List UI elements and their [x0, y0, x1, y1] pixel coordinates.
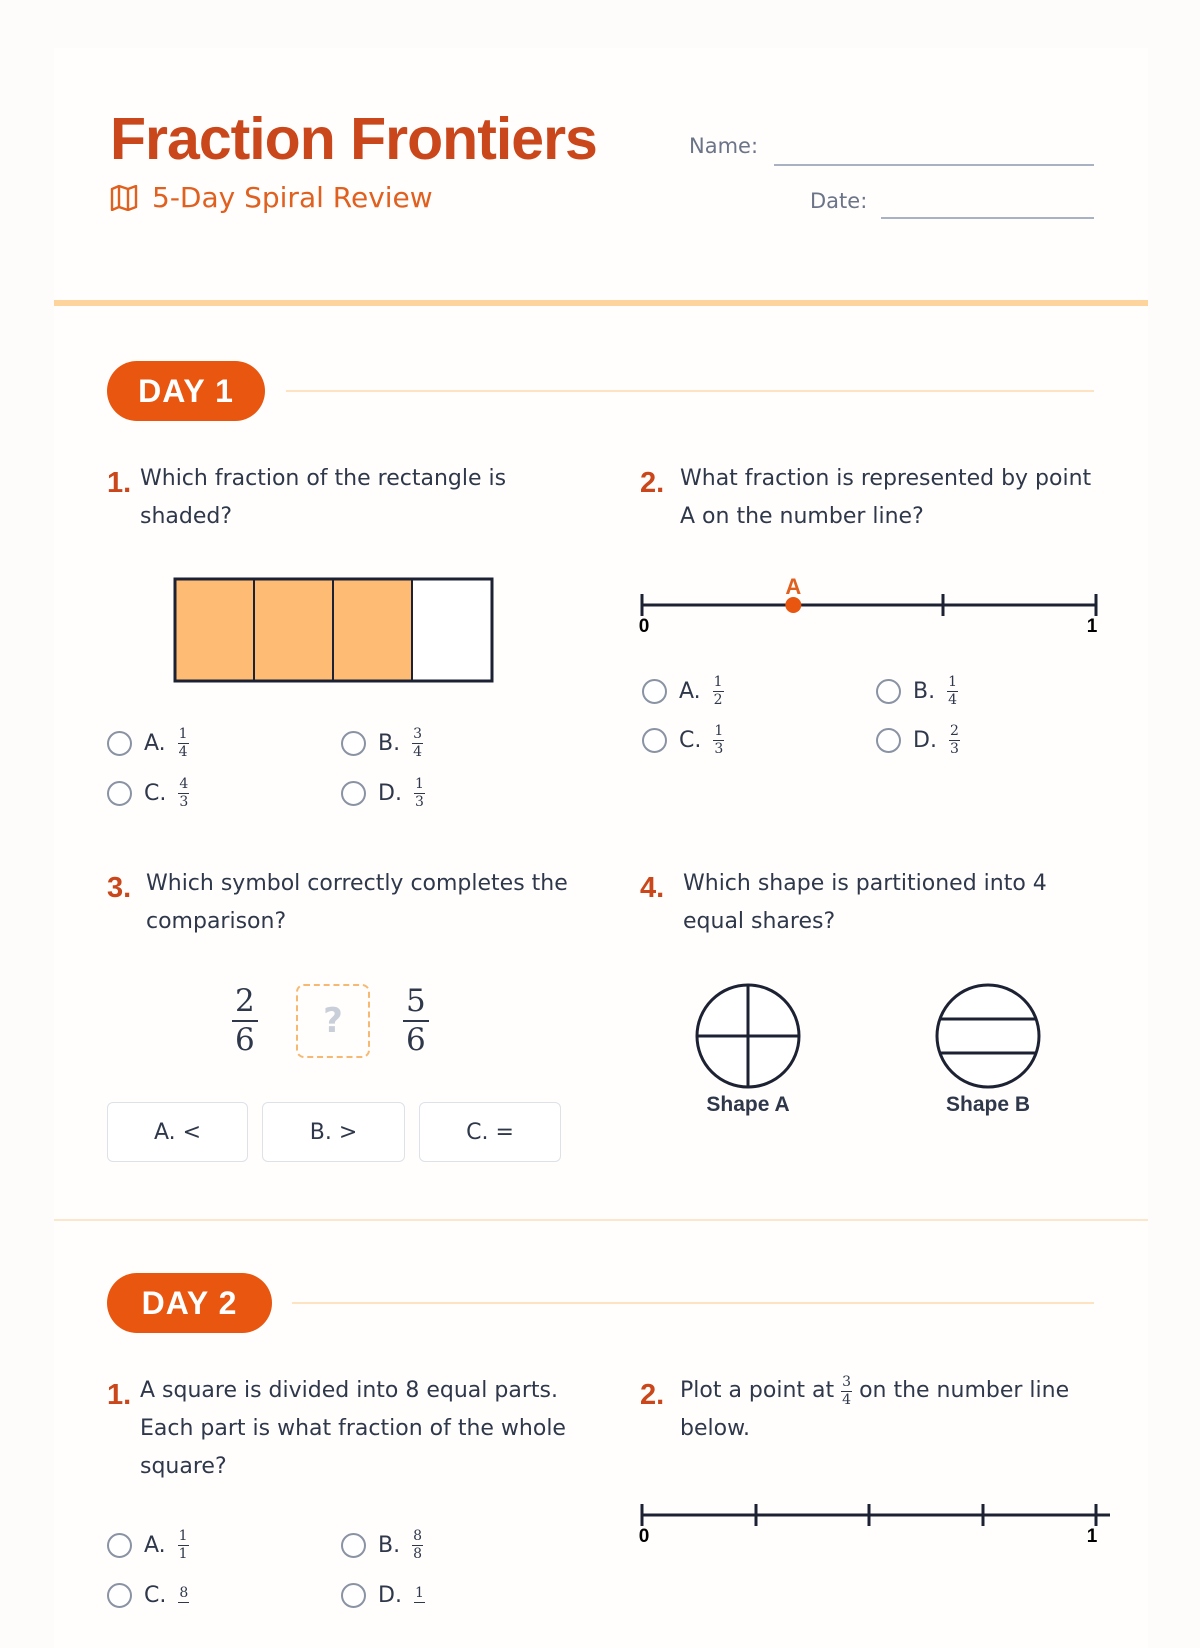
subtitle-text: 5-Day Spiral Review	[152, 181, 433, 214]
day2-q1-option-b[interactable]: B. $\frac{8}{8}$	[341, 1525, 423, 1565]
point-a	[785, 597, 801, 613]
fraction: $\frac{1}{4}$	[948, 673, 958, 708]
radio-button[interactable]	[107, 1533, 132, 1558]
rect-part-2	[254, 579, 333, 681]
day2-q1-option-d[interactable]: D. 1	[341, 1575, 425, 1615]
fraction: $\frac{3}{4}$	[413, 725, 423, 760]
day1-q1-option-a[interactable]: A. $\frac{1}{4}$	[107, 723, 189, 763]
date-label: Date:	[810, 189, 868, 213]
radio-button[interactable]	[876, 679, 901, 704]
name-label: Name:	[689, 134, 759, 158]
comparison-left-fraction: 2 6	[232, 984, 258, 1058]
fraction: $\frac{8}{8}$	[413, 1527, 423, 1562]
fraction: $\frac{1}{3}$	[414, 775, 424, 810]
symbol-option-greater-than[interactable]: B. >	[262, 1102, 405, 1162]
radio-button[interactable]	[642, 728, 667, 753]
day1-q1-number: 1.	[107, 467, 132, 499]
fraction: $\frac{1}{1}$	[178, 1527, 188, 1562]
day1-q2-option-b[interactable]: B. $\frac{1}{4}$	[876, 671, 958, 711]
end-label: 1	[1086, 1526, 1098, 1546]
day-2-rule	[292, 1302, 1094, 1304]
day1-q2-number: 2.	[640, 467, 665, 499]
radio-button[interactable]	[876, 728, 901, 753]
day-1-rule	[286, 390, 1094, 392]
page-subtitle	[110, 178, 433, 218]
day2-q2-text: Plot a point at $\frac{3}{4}$ on the number line below.	[680, 1373, 1070, 1441]
day-1-badge: DAY 1	[107, 361, 265, 421]
fraction: 8	[179, 1585, 189, 1601]
fraction: $\frac{3}{4}$	[842, 1373, 852, 1408]
fraction: $\frac{1}{3}$	[714, 722, 724, 757]
shape-a-label: Shape A	[706, 1093, 790, 1116]
day1-q2-option-c[interactable]: C. $\frac{1}{3}$	[642, 720, 724, 760]
page-title: Fraction Frontiers	[110, 106, 597, 172]
fraction: $\frac{1}{4}$	[178, 725, 188, 760]
radio-button[interactable]	[341, 1583, 366, 1608]
day2-q1-option-c[interactable]: C. 8	[107, 1575, 189, 1615]
day1-q4-text: Which shape is partitioned into 4 equal shares?	[683, 871, 1047, 934]
radio-button[interactable]	[341, 1533, 366, 1558]
shaded-rectangle	[172, 576, 496, 684]
shape-a-circle[interactable]	[692, 980, 804, 1092]
map-icon	[110, 185, 138, 211]
day1-q1-option-c[interactable]: C. $\frac{4}{3}$	[107, 773, 189, 813]
start-label: 0	[638, 1526, 650, 1546]
radio-button[interactable]	[107, 781, 132, 806]
day1-q1-option-d[interactable]: D. $\frac{1}{3}$	[341, 773, 425, 813]
day1-q1-option-b[interactable]: B. $\frac{3}{4}$	[341, 723, 423, 763]
day1-q2-option-d[interactable]: D. $\frac{2}{3}$	[876, 720, 960, 760]
day2-number-line[interactable]	[632, 1496, 1116, 1546]
day1-number-line	[632, 568, 1102, 638]
comparison-right-fraction: 5 6	[403, 984, 429, 1058]
day2-q2-number: 2.	[640, 1379, 665, 1411]
day2-q1-text: A square is divided into 8 equal parts. Each part is what fraction of the whole square?	[140, 1378, 566, 1479]
day2-q1-option-a[interactable]: A. $\frac{1}{1}$	[107, 1525, 189, 1565]
point-a-label: A	[785, 574, 802, 599]
day-divider	[54, 1219, 1148, 1221]
fraction: $\frac{1}{2}$	[713, 673, 723, 708]
end-label: 1	[1086, 616, 1098, 637]
day1-q4-number: 4.	[640, 872, 665, 904]
day1-q3-text: Which symbol correctly completes the comparison?	[146, 871, 568, 934]
comparison-answer-box[interactable]: ?	[296, 984, 370, 1058]
day1-q2-option-a[interactable]: A. $\frac{1}{2}$	[642, 671, 724, 711]
header-divider	[54, 300, 1148, 306]
day1-q3-number: 3.	[107, 872, 132, 904]
radio-button[interactable]	[341, 731, 366, 756]
day1-q1-text: Which fraction of the rectangle is shaded?	[140, 466, 507, 529]
fraction: $\frac{4}{3}$	[179, 775, 189, 810]
symbol-option-less-than[interactable]: A. <	[107, 1102, 248, 1162]
name-input-line[interactable]	[774, 164, 1094, 166]
day-2-badge: DAY 2	[107, 1273, 272, 1333]
rect-part-1	[175, 579, 254, 681]
rect-part-3	[333, 579, 412, 681]
day1-q2-text: What fraction is represented by point A on the number line?	[680, 466, 1092, 529]
rect-part-4	[412, 579, 492, 681]
radio-button[interactable]	[107, 1583, 132, 1608]
radio-button[interactable]	[107, 731, 132, 756]
shape-b-circle[interactable]	[932, 980, 1044, 1092]
fraction: 1	[414, 1585, 424, 1601]
radio-button[interactable]	[642, 679, 667, 704]
day2-q1-number: 1.	[107, 1379, 132, 1411]
fraction: $\frac{2}{3}$	[949, 722, 959, 757]
shape-b-label: Shape B	[945, 1093, 1031, 1116]
date-input-line[interactable]	[881, 217, 1094, 219]
symbol-option-equal[interactable]: C. =	[419, 1102, 561, 1162]
start-label: 0	[638, 616, 650, 637]
radio-button[interactable]	[341, 781, 366, 806]
